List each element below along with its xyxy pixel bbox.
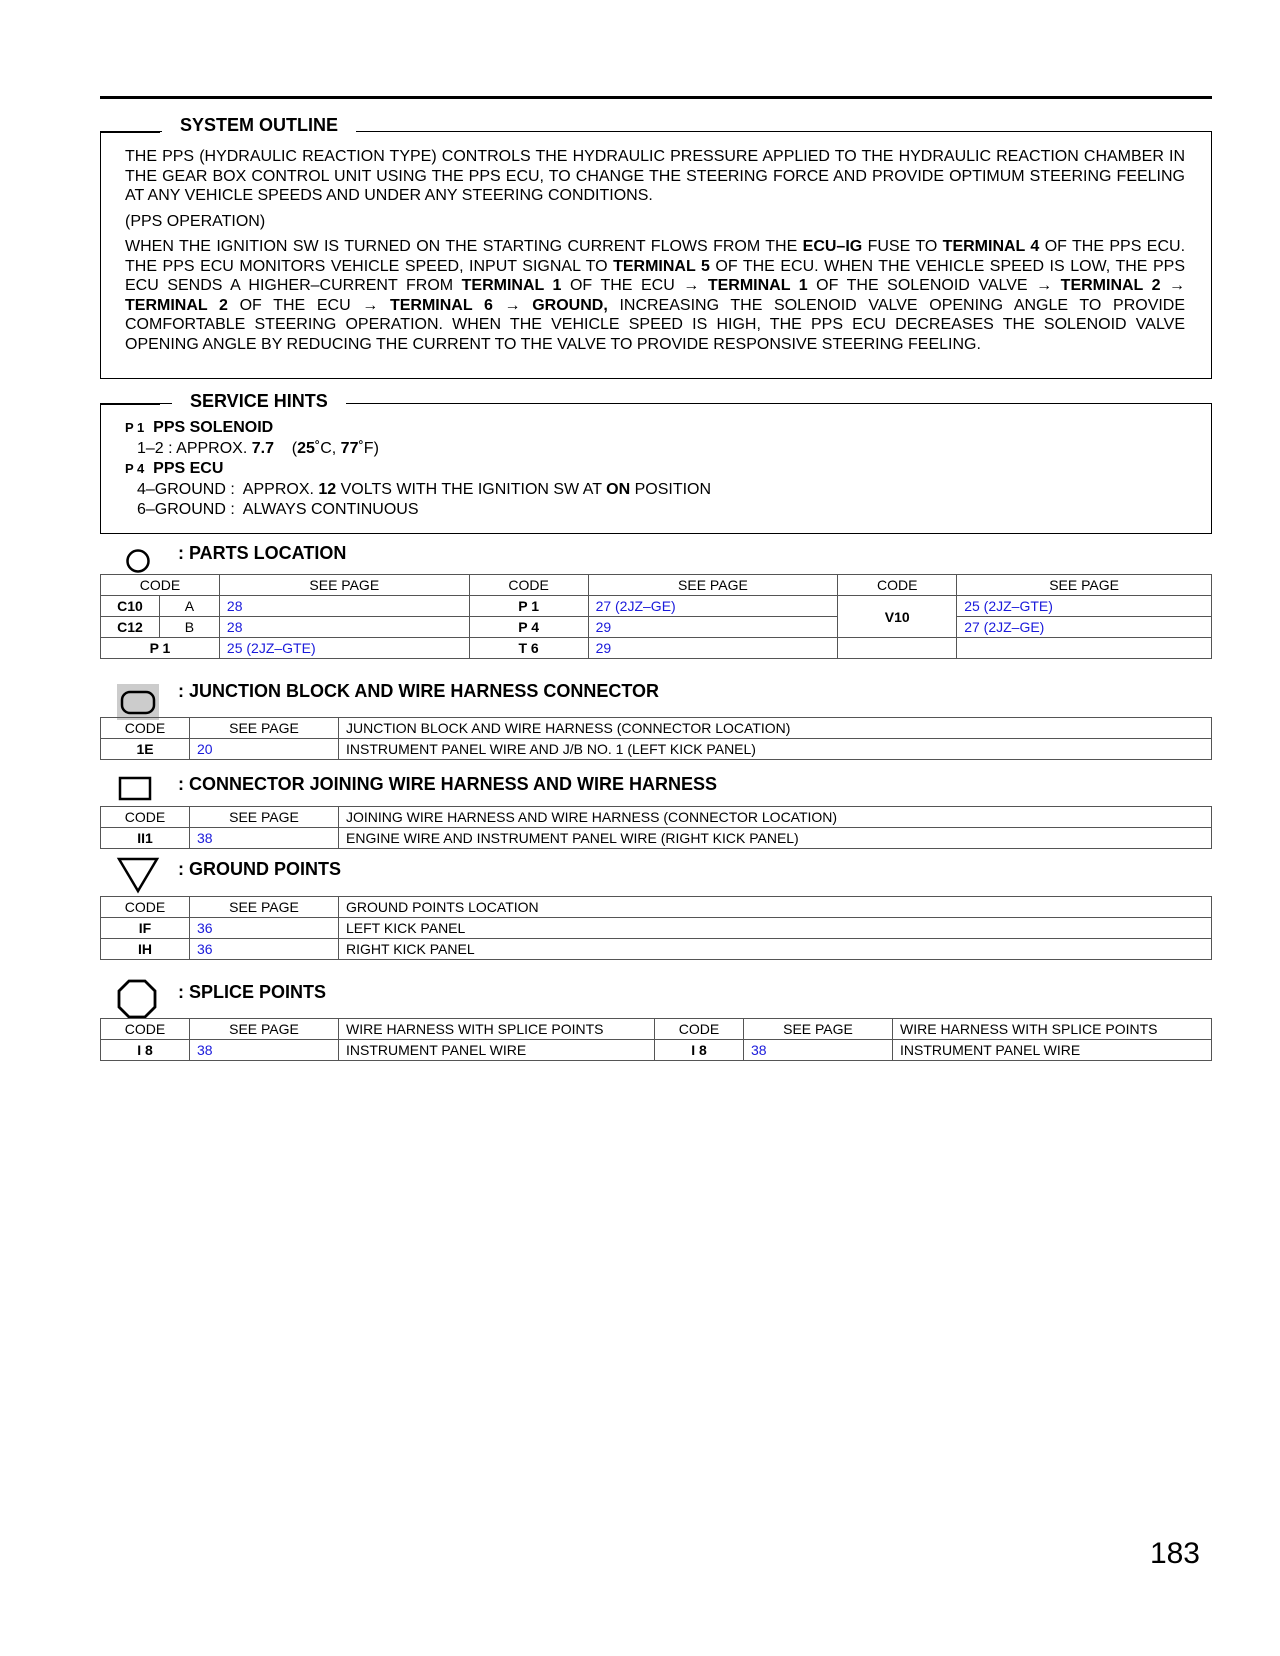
junction-block-table [100, 717, 1212, 760]
header-see-page: SEE PAGE [588, 575, 838, 596]
header-see-page: SEE PAGE [190, 1019, 339, 1040]
empty-cell [838, 638, 957, 659]
hint-p1-header: P 1 PPS SOLENOID [125, 419, 274, 436]
location-cell: INSTRUMENT PANEL WIRE AND J/B NO. 1 (LEFT KICK PANEL) [339, 739, 1212, 760]
pps-operation-heading: (PPS OPERATION) [125, 212, 266, 230]
table-header-row [101, 897, 1212, 918]
connector-icon [118, 776, 154, 802]
page-number: 183 [1149, 1537, 1200, 1570]
table-row [101, 1040, 1212, 1061]
table-row [101, 939, 1212, 960]
circle-icon [124, 547, 152, 575]
hint-p4-header: P 4 PPS ECU [125, 460, 224, 477]
page-link[interactable]: 38 [190, 828, 339, 849]
header-code: CODE [469, 575, 588, 596]
code-cell: V10 [838, 596, 957, 638]
header-location: GROUND POINTS LOCATION [339, 897, 1212, 918]
letter-cell: B [159, 617, 219, 638]
page-link[interactable]: 27 (2JZ–GE) [588, 596, 838, 617]
table-row [101, 638, 1212, 659]
hint-p4-detail-2: 6–GROUND : ALWAYS CONTINUOUS [137, 501, 419, 518]
hint-p4-detail-1: 4–GROUND : APPROX. 12 VOLTS WITH THE IGNITION SW AT ON POSITION [137, 480, 712, 498]
code-cell: IH [101, 939, 190, 960]
code-cell: I 8 [101, 1040, 190, 1061]
ground-points-table [100, 896, 1212, 960]
junction-block-title: : JUNCTION BLOCK AND WIRE HARNESS CONNECTOR [178, 681, 660, 701]
ground-points-title: : GROUND POINTS [178, 859, 342, 879]
code-cell: P 4 [469, 617, 588, 638]
table-header-row [101, 1019, 1212, 1040]
location-cell: LEFT KICK PANEL [339, 918, 1212, 939]
code-cell: P 1 [101, 638, 220, 659]
header-code: CODE [101, 718, 190, 739]
header-see-page: SEE PAGE [190, 807, 339, 828]
system-outline-title-rule [100, 131, 160, 133]
header-see-page: SEE PAGE [219, 575, 469, 596]
code-cell: IF [101, 918, 190, 939]
connector-joining-title: : CONNECTOR JOINING WIRE HARNESS AND WIRE HARNESS [178, 774, 718, 794]
header-see-page: SEE PAGE [744, 1019, 893, 1040]
service-hints-title: SERVICE HINTS [172, 391, 346, 411]
parts-location-table [100, 574, 1212, 659]
page-link[interactable]: 20 [190, 739, 339, 760]
splice-points-table [100, 1018, 1212, 1061]
page-link[interactable]: 38 [190, 1040, 339, 1061]
page-link[interactable]: 28 [219, 596, 469, 617]
header-location: JUNCTION BLOCK AND WIRE HARNESS (CONNECTOR LOCATION) [339, 718, 1212, 739]
page-link[interactable]: 38 [744, 1040, 893, 1061]
splice-points-title: : SPLICE POINTS [178, 982, 327, 1002]
service-hints-content [125, 418, 711, 521]
table-header-row [101, 575, 1212, 596]
header-see-page: SEE PAGE [190, 897, 339, 918]
code-cell: P 1 [469, 596, 588, 617]
header-wire-harness: WIRE HARNESS WITH SPLICE POINTS [893, 1019, 1212, 1040]
header-see-page: SEE PAGE [190, 718, 339, 739]
parts-location-title: : PARTS LOCATION [178, 543, 347, 563]
wire-harness-cell: INSTRUMENT PANEL WIRE [339, 1040, 655, 1061]
header-location: JOINING WIRE HARNESS AND WIRE HARNESS (CONNECTOR LOCATION) [339, 807, 1212, 828]
system-outline-intro: THE PPS (HYDRAULIC REACTION TYPE) CONTROLS THE HYDRAULIC PRESSURE APPLIED TO THE HYDRAULIC REACTION CHAMBER IN THE GEAR BOX CONTROL UNIT USING THE PPS ECU, TO CHANGE THE STEERING FORCE AND PROVIDE OPTIMUM STEERING FEELING AT ANY VEHICLE SPEEDS AND UNDER ANY STEERING CONDITIONS. [125, 148, 1185, 204]
junction-block-icon [117, 684, 159, 720]
letter-cell: A [159, 596, 219, 617]
code-cell: T 6 [469, 638, 588, 659]
code-cell: 1E [101, 739, 190, 760]
empty-cell [957, 638, 1212, 659]
service-hints-title-rule [100, 403, 160, 405]
splice-octagon-icon [116, 978, 158, 1020]
page-link[interactable]: 25 (2JZ–GTE) [219, 638, 469, 659]
table-row [101, 918, 1212, 939]
header-code: CODE [101, 807, 190, 828]
header-code: CODE [101, 897, 190, 918]
code-cell: C12 [101, 617, 160, 638]
page-link[interactable]: 29 [588, 617, 838, 638]
header-code: CODE [655, 1019, 744, 1040]
table-row [101, 828, 1212, 849]
table-row [101, 596, 1212, 617]
code-cell: C10 [101, 596, 160, 617]
page-link[interactable]: 28 [219, 617, 469, 638]
table-header-row [101, 718, 1212, 739]
page-link[interactable]: 36 [190, 918, 339, 939]
header-code: CODE [838, 575, 957, 596]
code-cell: I 8 [655, 1040, 744, 1061]
table-row [101, 739, 1212, 760]
page-link[interactable]: 25 (2JZ–GTE) [957, 596, 1212, 617]
location-cell: ENGINE WIRE AND INSTRUMENT PANEL WIRE (RIGHT KICK PANEL) [339, 828, 1212, 849]
page-link[interactable]: 27 (2JZ–GE) [957, 617, 1212, 638]
page-link[interactable]: 36 [190, 939, 339, 960]
page-link[interactable]: 29 [588, 638, 838, 659]
header-see-page: SEE PAGE [957, 575, 1212, 596]
pps-operation-text: WHEN THE IGNITION SW IS TURNED ON THE STARTING CURRENT FLOWS FROM THE ECU–IG FUSE TO TERMINAL 4 OF THE PPS ECU. THE PPS ECU MONITORS VEHICLE SPEED, INPUT SIGNAL TO TERMINAL 5 OF THE ECU. WHEN THE VEHICLE SPEED IS LOW, THE PPS ECU SENDS A HIGHER–CURRENT FROM TERMINAL 1 OF THE ECU → TERMINAL 1 OF THE SOLENOID VALVE → TERMINAL 2 → TERMINAL 2 OF THE ECU → TERMINAL 6 → GROUND, INCREASING THE SOLENOID VALVE OPENING ANGLE TO PROVIDE COMFORTABLE STEERING OPERATION. WHEN THE VEHICLE SPEED IS HIGH, THE PPS ECU DECREASES THE SOLENOID VALVE OPENING ANGLE BY REDUCING THE CURRENT TO THE VALVE TO PROVIDE RESPONSIVE STEERING FEELING. [125, 238, 1186, 353]
location-cell: RIGHT KICK PANEL [339, 939, 1212, 960]
table-row [101, 617, 1212, 638]
header-code: CODE [101, 575, 220, 596]
header-code: CODE [101, 1019, 190, 1040]
header-wire-harness: WIRE HARNESS WITH SPLICE POINTS [339, 1019, 655, 1040]
connector-joining-table [100, 806, 1212, 849]
top-rule [100, 96, 1212, 99]
ground-triangle-icon [116, 856, 160, 894]
wire-harness-cell: INSTRUMENT PANEL WIRE [893, 1040, 1212, 1061]
hint-p1-detail: 1–2 : APPROX. 7.7 (25˚C, 77˚F) [137, 439, 379, 457]
table-header-row [101, 807, 1212, 828]
system-outline-text [125, 147, 1185, 354]
code-cell: II1 [101, 828, 190, 849]
system-outline-title: SYSTEM OUTLINE [162, 115, 356, 135]
